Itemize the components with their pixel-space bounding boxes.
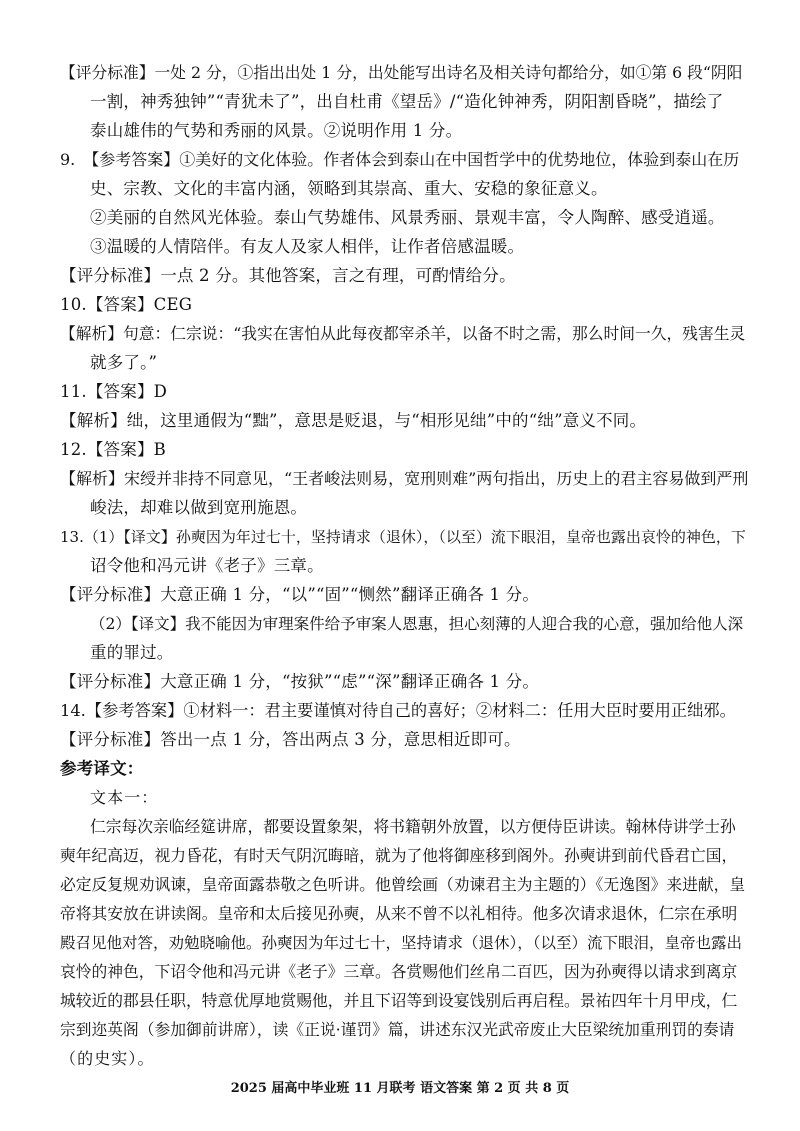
answer-11: 11.【答案】D [60,382,168,401]
translation-paragraph-line: 仁宗每次亲临经筵讲席，都要设置象架，将书籍朝外放置，以方便侍臣讲读。翰林侍讲学士孙 [90,817,736,836]
text-line: 诏令他和冯元讲《老子》三章。 [90,556,324,575]
translation-paragraph-line: 殿召见他对答，劝勉晓喻他。孙奭因为年过七十，坚持请求（退休），（以至）流下眼泪，皇帝也露出 [60,934,743,952]
text-line: 史、宗教、文化的丰富内涵，领略到其崇高、重大、安稳的象征意义。 [90,179,608,198]
scoring-standard-9: 【评分标准】一点 2 分。其他答案，言之有理，可酌情给分。 [60,266,516,285]
answer-9: 9. 【参考答案】①美好的文化体验。作者体会到泰山在中国哲学中的优势地位，体验到泰山在历 [60,150,740,169]
translation-paragraph-line: （的史实）。 [60,1049,155,1068]
translation-paragraph-line: 城较近的郡县任职，特意优厚地赏赐他，并且下诏等到设宴饯别后再启程。景祐四年十月甲戌，仁 [60,991,738,1010]
text-line: 一割，神秀独钟”“青犹未了”，出自杜甫《望岳》/“造化钟神秀，阴阳割昏晓”，描绘了 [90,92,724,111]
text-line: 重的罪过。 [90,643,174,662]
analysis-11: 【解析】绌，这里通假为“黜”，意思是贬退，与“相形见绌”中的“绌”意义不同。 [60,411,647,430]
translation-paragraph-line: 帝将其安放在讲读阁。皇帝和太后接见孙奭，从来不曾不以礼相待。他多次请求退休，仁宗在承明 [60,904,738,923]
analysis-12: 【解析】宋绶并非持不同意见，“王者峻法则易，宽刑则难”两句指出，历史上的君主容易做到严刑 [60,469,749,488]
answer-10: 10.【答案】CEG [60,295,193,314]
text-one-heading: 文本一： [90,788,159,807]
translation-13-1: 13.（1）【译文】孙奭因为年过七十，坚持请求（退休），（以至）流下眼泪，皇帝也露出哀怜的神色，下 [60,528,746,546]
translation-paragraph-line: 宗到迩英阁（参加御前讲席），读《正说·谨罚》篇，讲述东汉光武帝废止大臣梁统加重刑罚的奏请 [60,1020,735,1039]
translation-paragraph-line: 奭年纪高迈，视力昏花，有时天气阴沉晦暗，就为了他将御座移到阁外。孙奭讲到前代昏君亡国， [60,846,738,865]
scoring-standard-13-2: 【评分标准】大意正确 1 分，“按狱”“虑”“深”翻译正确各 1 分。 [60,672,540,691]
scoring-standard-14: 【评分标准】答出一点 1 分，答出两点 3 分，意思相近即可。 [60,730,521,749]
reference-translation-heading: 参考译文： [60,759,144,778]
text-line: ②美丽的自然风光体验。泰山气势雄伟、风景秀丽、景观丰富，令人陶醉、感受逍遥。 [90,208,725,227]
page-footer: 2025 届高中毕业班 11 月联考 语文答案 第 2 页 共 8 页 [230,1081,570,1096]
text-line: 泰山雄伟的气势和秀丽的风景。②说明作用 1 分。 [90,121,463,140]
text-line: ③温暖的人情陪伴。有友人及家人相伴，让作者倍感温暖。 [90,237,525,256]
translation-paragraph-line: 必定反复规劝讽谏，皇帝面露恭敬之色听讲。他曾绘画（劝谏君主为主题的）《无逸图》来进献，皇 [60,875,746,894]
scoring-standard-8: 【评分标准】一处 2 分，①指出出处 1 分，出处能写出诗名及相关诗句都给分，如①第 6 段“阴阳 [60,63,743,82]
text-line: 就多了。” [90,353,158,372]
translation-paragraph-line: 哀怜的神色，下诏令他和冯元讲《老子》三章。各赏赐他们丝帛二百匹，因为孙奭得以请求到离京 [60,962,738,981]
answer-12: 12.【答案】B [60,440,166,459]
answer-14: 14.【参考答案】①材料一：君主要谨慎对待自己的喜好；②材料二：任用大臣时要用正绌邪。 [60,701,736,720]
translation-13-2: （2）【译文】我不能因为审理案件给予审案人恩惠，担心刻薄的人迎合我的心意，强加给他人深 [90,615,744,633]
analysis-10: 【解析】句意：仁宗说：“我实在害怕从此每夜都宰杀羊，以备不时之需，那么时间一久，残害生灵 [60,324,746,343]
text-line: 峻法，却难以做到宽刑施恩。 [90,498,308,517]
scoring-standard-13-1: 【评分标准】大意正确 1 分，“以”“固”“恻然”翻译正确各 1 分。 [60,585,540,604]
